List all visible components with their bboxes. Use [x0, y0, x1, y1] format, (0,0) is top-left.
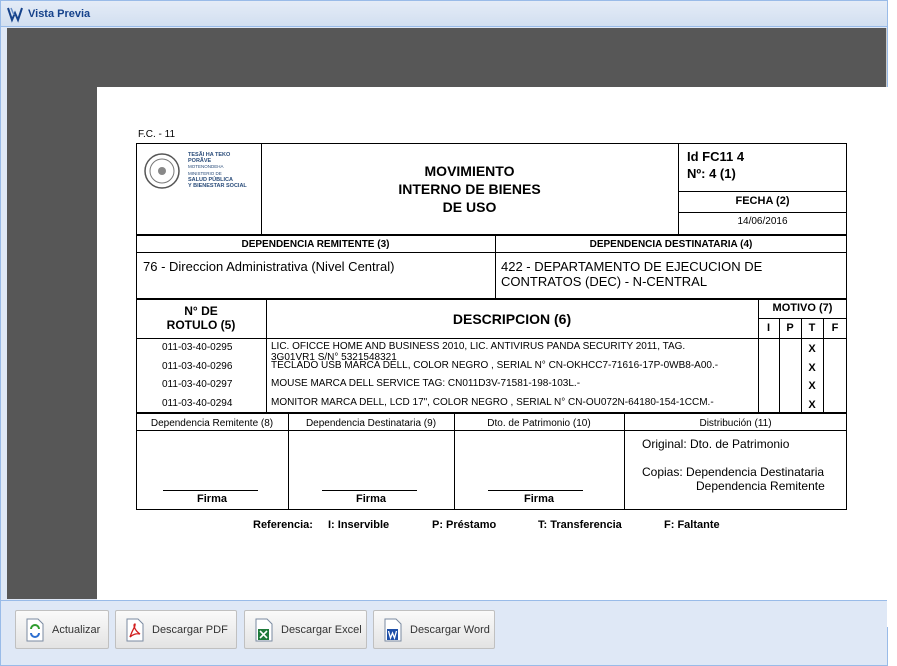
ref-inservible: I: Inservible	[328, 519, 390, 531]
excel-icon	[253, 618, 275, 642]
title-line: DE USO	[442, 199, 497, 215]
actualizar-label: Actualizar	[52, 623, 101, 636]
sig-destinataria-label: Dependencia Destinataria (9)	[305, 418, 437, 429]
form-id: Id FC11 4	[687, 149, 745, 164]
dep-remitente-label: DEPENDENCIA REMITENTE (3)	[241, 239, 390, 250]
word-icon	[382, 618, 404, 642]
app-logo-icon	[6, 5, 24, 23]
seal-icon	[141, 151, 183, 191]
logo-line: MOTENONDEHA	[188, 164, 224, 170]
motivo-col-f: F	[831, 322, 839, 334]
form-number: Nº: 4 (1)	[687, 166, 736, 181]
col-rotulo-line: N° DE	[184, 304, 218, 318]
col-descripcion-header: DESCRIPCION (6)	[452, 311, 572, 327]
logo-line: TESÃI HA TEKO	[188, 152, 231, 158]
firma-patrimonio: Firma	[524, 493, 554, 505]
col-rotulo-header	[136, 304, 266, 332]
row-descripcion	[271, 341, 751, 363]
descargar-pdf-label: Descargar PDF	[152, 623, 228, 636]
report-page	[97, 87, 897, 627]
descargar-word-label: Descargar Word	[410, 623, 490, 636]
descargar-pdf-button[interactable]	[115, 610, 237, 649]
motivo-col-p: P	[786, 322, 794, 334]
sig-patrimonio-label: Dto. de Patrimonio (10)	[487, 418, 591, 429]
motivo-col-t: T	[808, 322, 816, 334]
motivo-col-i: I	[766, 322, 771, 334]
refresh-icon	[24, 618, 46, 642]
bottom-toolbar	[1, 600, 887, 665]
dep-destinataria-value: 422 - DEPARTAMENTO DE EJECUCION DE	[501, 259, 763, 274]
logo-line: SALUD PÚBLICA	[188, 176, 233, 183]
window-title: Vista Previa	[28, 7, 91, 20]
row-motivo-t: X	[808, 380, 816, 392]
descargar-excel-label: Descargar Excel	[281, 623, 362, 636]
logo-line: PORÃVE	[188, 158, 212, 165]
firma-destinataria: Firma	[356, 493, 386, 505]
row-motivo-t: X	[808, 362, 816, 374]
firma-remitente: Firma	[197, 493, 227, 505]
actualizar-button[interactable]	[15, 610, 109, 649]
form-code: F.C. - 11	[138, 129, 176, 140]
row-motivo-t: X	[808, 343, 816, 355]
descargar-word-button[interactable]	[373, 610, 495, 649]
row-rotulo: 011-03-40-0297	[162, 379, 233, 390]
distribucion-label: Distribución (11)	[699, 418, 772, 429]
logo-line: MINISTERIO DE	[188, 170, 222, 176]
fecha-label: FECHA (2)	[735, 195, 790, 207]
distribucion-copias: Copias: Dependencia Destinataria	[642, 465, 825, 479]
fecha-value: 14/06/2016	[737, 216, 788, 227]
distribucion-original: Original: Dto. de Patrimonio	[642, 437, 790, 451]
pdf-icon	[124, 618, 146, 642]
ref-transferencia: T: Transferencia	[538, 519, 622, 531]
row-descripcion-overflow: 3G01VR1 S/N° 5321548321	[271, 352, 397, 363]
referencia-label: Referencia:	[253, 519, 313, 531]
distribucion-copias-2: Dependencia Remitente	[696, 479, 825, 493]
title-line: MOVIMIENTO	[424, 163, 515, 179]
sig-remitente-label: Dependencia Remitente (8)	[150, 418, 274, 429]
row-motivo-t: X	[808, 399, 816, 411]
dep-remitente-value: 76 - Direccion Administrativa (Nivel Central)	[143, 259, 395, 274]
row-descripcion-text: LIC. OFICCE HOME AND BUSINESS 2010, LIC. ANTIVIRUS PANDA SECURITY 2011, TAG.	[271, 341, 686, 352]
dep-destinataria-label: DEPENDENCIA DESTINATARIA (4)	[589, 239, 753, 250]
window-titlebar	[1, 1, 887, 27]
row-rotulo: 011-03-40-0296	[162, 361, 233, 372]
row-rotulo: 011-03-40-0294	[162, 398, 233, 409]
title-line: INTERNO DE BIENES	[398, 181, 541, 197]
row-descripcion: MOUSE MARCA DELL SERVICE TAG: CN011D3V-71581-198-103L.-	[271, 378, 581, 389]
row-rotulo: 011-03-40-0295	[162, 342, 233, 353]
logo-line: Y BIENESTAR SOCIAL	[188, 183, 247, 190]
report-viewer[interactable]	[7, 28, 887, 599]
ministry-seal-logo	[141, 151, 259, 191]
row-descripcion: TECLADO USB MARCA DELL, COLOR NEGRO , SERIAL N° CN-OKHCC7-71616-17P-0WB8-A00.-	[271, 360, 719, 371]
col-rotulo-line: ROTULO (5)	[166, 318, 236, 332]
ref-prestamo: P: Préstamo	[432, 519, 497, 531]
col-motivo-header: MOTIVO (7)	[772, 302, 833, 314]
ref-faltante: F: Faltante	[664, 519, 720, 531]
dep-destinataria-value-2: CONTRATOS (DEC) - N-CENTRAL	[501, 274, 708, 289]
descargar-excel-button[interactable]	[244, 610, 367, 649]
form-title	[261, 162, 678, 216]
row-descripcion: MONITOR MARCA DELL, LCD 17", COLOR NEGRO , SERIAL N° CN-OU072N-64180-154-1CCM.-	[271, 397, 714, 408]
